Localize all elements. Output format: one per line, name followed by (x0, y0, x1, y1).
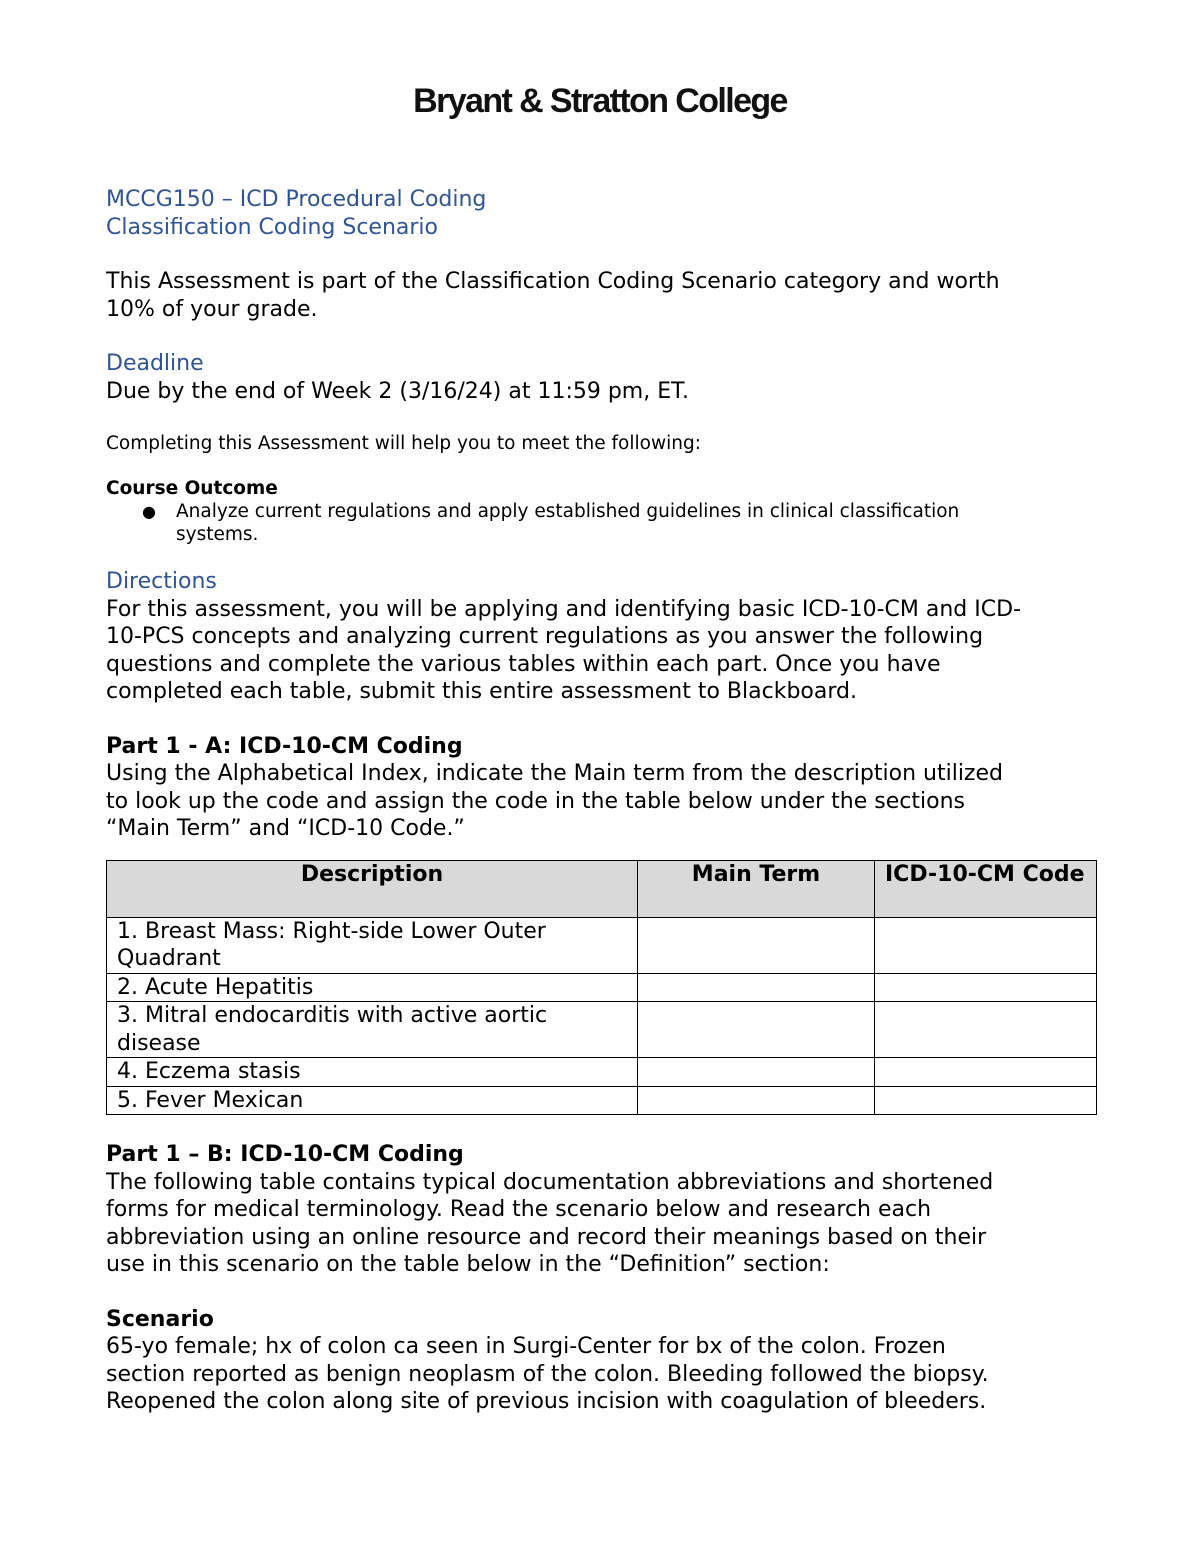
part1b-line-4: use in this scenario on the table below in the “Definition” section: (106, 1252, 830, 1277)
list-item (142, 500, 1096, 546)
intro-line-2: 10% of your grade. (106, 296, 318, 322)
part1a-line-3: “Main Term” and “ICD-10 Code.” (106, 816, 465, 841)
table-row (107, 973, 1097, 1002)
course-title: MCCG150 – ICD Procedural Coding (106, 187, 487, 212)
icd-code-cell[interactable] (875, 917, 1097, 973)
main-term-cell[interactable] (638, 973, 875, 1002)
description-cell: 1. Breast Mass: Right-side Lower Outer Quadrant (107, 917, 638, 973)
college-logo: Bryant & Stratton College (413, 82, 787, 120)
description-cell: 4. Eczema stasis (107, 1058, 638, 1087)
icd-code-cell[interactable] (875, 1002, 1097, 1058)
course-outcome-list (106, 500, 1096, 546)
deadline-heading: Deadline (106, 351, 204, 376)
table-row (107, 1058, 1097, 1087)
description-cell: 3. Mitral endocarditis with active aortic disease (107, 1002, 638, 1058)
part1b-line-3: abbreviation using an online resource and record their meanings based on their (106, 1224, 987, 1250)
bullet-icon: ● (142, 502, 156, 521)
outcome-line-2: systems. (176, 524, 259, 545)
directions-line-4: completed each table, submit this entire assessment to Blackboard. (106, 679, 857, 704)
icd-code-cell[interactable] (875, 1058, 1097, 1087)
coding-table (106, 860, 1097, 1116)
main-term-cell[interactable] (638, 1086, 875, 1115)
part1a-line-1: Using the Alphabetical Index, indicate the Main term from the description utilized (106, 761, 1003, 786)
directions-line-2: 10-PCS concepts and analyzing current regulations as you answer the following (106, 624, 984, 649)
scenario-line-3: Reopened the colon along site of previous incision with coagulation of bleeders. (106, 1389, 987, 1414)
deadline-text: Due by the end of Week 2 (3/16/24) at 11:59 pm, ET. (106, 378, 689, 404)
main-term-cell[interactable] (638, 1002, 875, 1058)
table-row (107, 917, 1097, 973)
header-description: Description (107, 860, 638, 917)
table-row (107, 1086, 1097, 1115)
table-header-row (107, 860, 1097, 917)
scenario-line-2: section reported as benign neoplasm of the colon. Bleeding followed the biopsy. (106, 1361, 989, 1387)
document-body (106, 186, 1096, 1416)
scenario-heading: Scenario (106, 1306, 214, 1332)
description-cell: 2. Acute Hepatitis (107, 973, 638, 1002)
header-main-term: Main Term (638, 860, 875, 917)
icd-code-cell[interactable] (875, 1086, 1097, 1115)
directions-heading: Directions (106, 569, 217, 594)
part1a-line-2: to look up the code and assign the code in the table below under the sections (106, 788, 965, 814)
part1b-line-1: The following table contains typical documentation abbreviations and shortened (106, 1169, 994, 1195)
main-term-cell[interactable] (638, 1058, 875, 1087)
directions-line-1: For this assessment, you will be applying and identifying basic ICD-10-CM and ICD- (106, 596, 1021, 622)
part1b-line-2: forms for medical terminology. Read the scenario below and research each (106, 1197, 932, 1222)
part1a-heading: Part 1 - A: ICD-10-CM Coding (106, 733, 463, 759)
icd-code-cell[interactable] (875, 973, 1097, 1002)
intro-line-1: This Assessment is part of the Classification Coding Scenario category and worth (106, 269, 1000, 294)
course-outcome-heading: Course Outcome (106, 478, 278, 499)
part1b-heading: Part 1 – B: ICD-10-CM Coding (106, 1142, 464, 1167)
completing-text: Completing this Assessment will help you to meet the following: (106, 433, 701, 454)
scenario-line-1: 65-yo female; hx of colon ca seen in Surgi-Center for bx of the colon. Frozen (106, 1334, 946, 1359)
directions-line-3: questions and complete the various tables within each part. Once you have (106, 651, 941, 677)
assessment-title: Classification Coding Scenario (106, 214, 438, 240)
main-term-cell[interactable] (638, 917, 875, 973)
header-icd-code: ICD-10-CM Code (875, 860, 1097, 917)
outcome-line-1: Analyze current regulations and apply established guidelines in clinical classification (176, 501, 960, 522)
description-cell: 5. Fever Mexican (107, 1086, 638, 1115)
table-row (107, 1002, 1097, 1058)
